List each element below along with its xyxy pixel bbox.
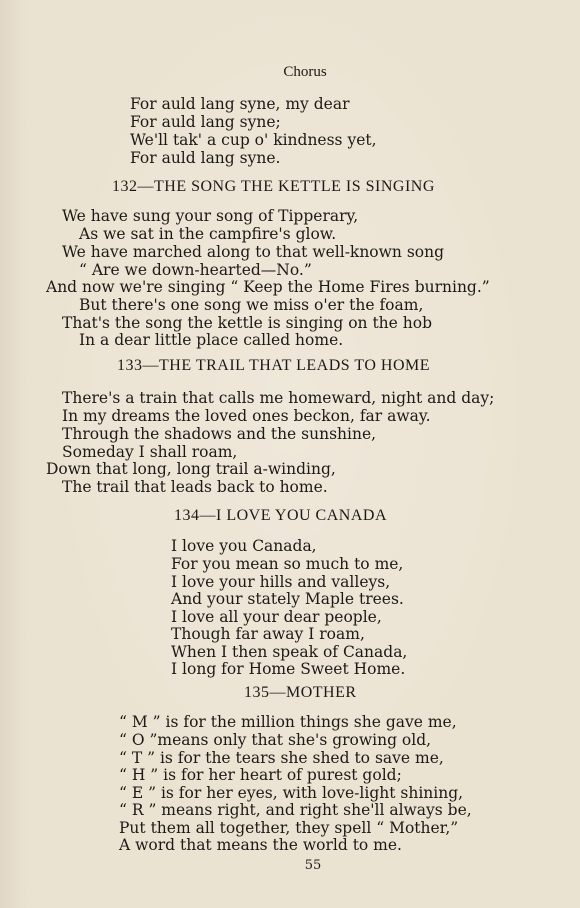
chorus-line: For auld lang syne; — [130, 113, 281, 131]
song-135-line: “ T ” is for the tears she shed to save me, — [119, 749, 444, 767]
song-134-line: I love your hills and valleys, — [171, 573, 391, 591]
song-133-line: In my dreams the loved ones beckon, far away. — [62, 407, 431, 425]
song-134-line: And your stately Maple trees. — [171, 590, 404, 608]
song-135-line: “ R ” means right, and right she'll always be, — [119, 801, 472, 819]
song-133-line: There's a train that calls me homeward, night and day; — [62, 389, 495, 407]
song-title-135: 135—MOTHER — [244, 684, 357, 701]
song-135-line: “ M ” is for the million things she gave me, — [119, 713, 457, 731]
song-134-line: When I then speak of Canada, — [171, 643, 408, 661]
song-132-line: That's the song the kettle is singing on the hob — [62, 314, 432, 332]
song-135-line: “ E ” is for her eyes, with love-light shining, — [119, 784, 464, 802]
chorus-line: We'll tak' a cup o' kindness yet, — [130, 131, 377, 149]
song-135-line: “ H ” is for her heart of purest gold; — [119, 766, 402, 784]
song-title-134: 134—I LOVE YOU CANADA — [174, 507, 387, 524]
page-number: 55 — [304, 858, 322, 873]
song-134-line: For you mean so much to me, — [171, 555, 404, 573]
song-title-132: 132—THE SONG THE KETTLE IS SINGING — [112, 178, 435, 195]
song-title-133: 133—THE TRAIL THAT LEADS TO HOME — [117, 357, 431, 374]
song-134-line: I love you Canada, — [171, 537, 317, 555]
song-133-line: The trail that leads back to home. — [62, 478, 328, 496]
song-134-line: Though far away I roam, — [171, 625, 365, 643]
song-134-line: I long for Home Sweet Home. — [171, 660, 406, 678]
song-132-line: “ Are we down-hearted—No.” — [79, 261, 312, 279]
song-132-line: In a dear little place called home. — [79, 331, 344, 349]
song-132-line: But there's one song we miss o'er the foam, — [79, 296, 424, 314]
song-135-line: A word that means the world to me. — [119, 836, 402, 854]
song-135-line: Put them all together, they spell “ Mother,” — [119, 819, 459, 837]
song-135-line: “ O ”means only that she's growing old, — [119, 731, 432, 749]
chorus-line: For auld lang syne, my dear — [130, 95, 350, 113]
song-133-line: Someday I shall roam, — [62, 443, 238, 461]
song-132-line: And now we're singing “ Keep the Home Fires burning.” — [46, 278, 490, 296]
song-132-line: We have sung your song of Tipperary, — [62, 207, 359, 225]
chorus-line: For auld lang syne. — [130, 149, 281, 167]
song-132-line: We have marched along to that well-known song — [62, 243, 445, 261]
song-132-line: As we sat in the campfire's glow. — [79, 225, 337, 243]
chorus-heading: Chorus — [283, 64, 327, 80]
song-133-line: Through the shadows and the sunshine, — [62, 425, 377, 443]
song-133-line: Down that long, long trail a-winding, — [46, 460, 336, 478]
song-134-line: I love all your dear people, — [171, 608, 382, 626]
